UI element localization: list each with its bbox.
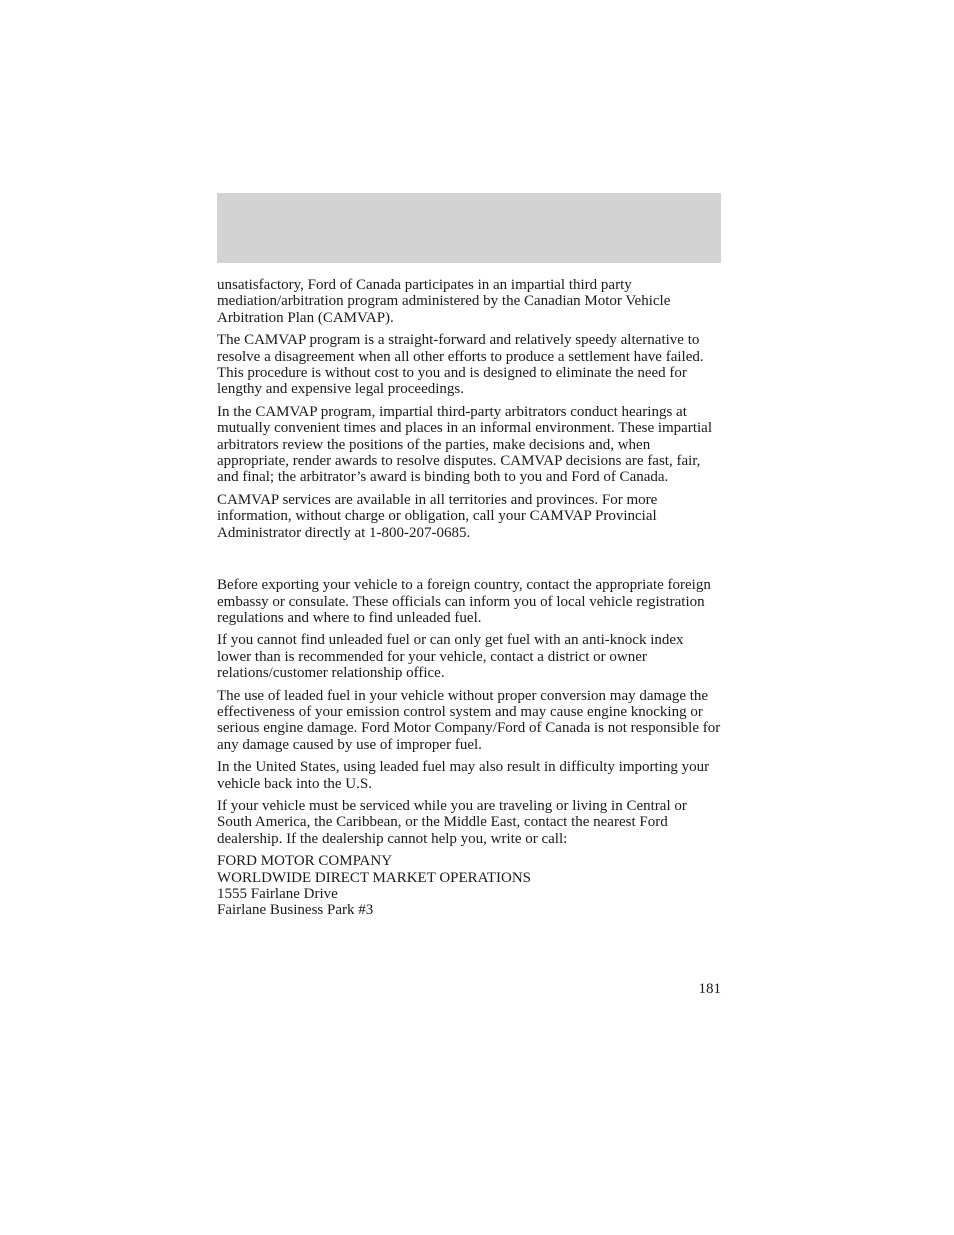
header-band	[217, 193, 721, 263]
page-content	[217, 277, 721, 919]
address-line-4: Fairlane Business Park #3	[217, 902, 374, 919]
paragraph-united-states: In the United States, using leaded fuel may also result in difficulty importing your vehicle back into the U.S.	[217, 759, 710, 792]
paragraph-camvap-intro: unsatisfactory, Ford of Canada participates in an impartial third party mediation/arbitration program administered by the Canadian Motor Vehicle Arbitration Plan (CAMVAP).	[217, 277, 671, 326]
address-line-1: FORD MOTOR COMPANY	[217, 853, 393, 870]
paragraph-servicing-abroad: If your vehicle must be serviced while you are traveling or living in Central or South America, the Caribbean, or the Middle East, contact the nearest Ford dealership. If the dealership cannot help you, write or call:	[217, 797, 687, 847]
address-line-3: 1555 Fairlane Drive	[217, 886, 338, 902]
address-block	[217, 853, 721, 919]
page-number: 181	[698, 981, 721, 997]
paragraph-camvap-program: The CAMVAP program is a straight-forward and relatively speedy alternative to resolve a disagreement when all other efforts to produce a settlement have failed. This procedure is without cost to you and is designed to eliminate the need for lengthy and expensive legal proceedings.	[217, 332, 704, 398]
section-gap	[217, 547, 721, 577]
paragraph-camvap-services: CAMVAP services are available in all territories and provinces. For more information, without charge or obligation, call your CAMVAP Provincial Administrator directly at 1-800-207-0685.	[217, 491, 658, 541]
paragraph-leaded-fuel: The use of leaded fuel in your vehicle without proper conversion may damage the effectiveness of your emission control system and may cause engine knocking or serious engine damage. Ford Motor Company/Ford of Canada is not responsible for any damage caused by use of improper fuel.	[217, 687, 721, 753]
paragraph-camvap-arbitrators: In the CAMVAP program, impartial third-party arbitrators conduct hearings at mutually convenient times and places in an informal environment. These impartial arbitrators review the positions of the parties, make decisions and, when appropriate, render awards to resolve disputes. CAMVAP decisions are fast, fair, and final; the arbitrator’s award is binding both to you and Ford of Canada.	[217, 403, 712, 486]
paragraph-exporting: Before exporting your vehicle to a foreign country, contact the appropriate foreign embassy or consulate. These officials can inform you of local vehicle registration regulations and where to find unleaded fuel.	[217, 577, 711, 626]
address-line-2: WORLDWIDE DIRECT MARKET OPERATIONS	[217, 869, 532, 886]
paragraph-unleaded-fuel: If you cannot find unleaded fuel or can only get fuel with an anti-knock index lower than is recommended for your vehicle, contact a district or owner relations/customer relationship office.	[217, 632, 684, 682]
